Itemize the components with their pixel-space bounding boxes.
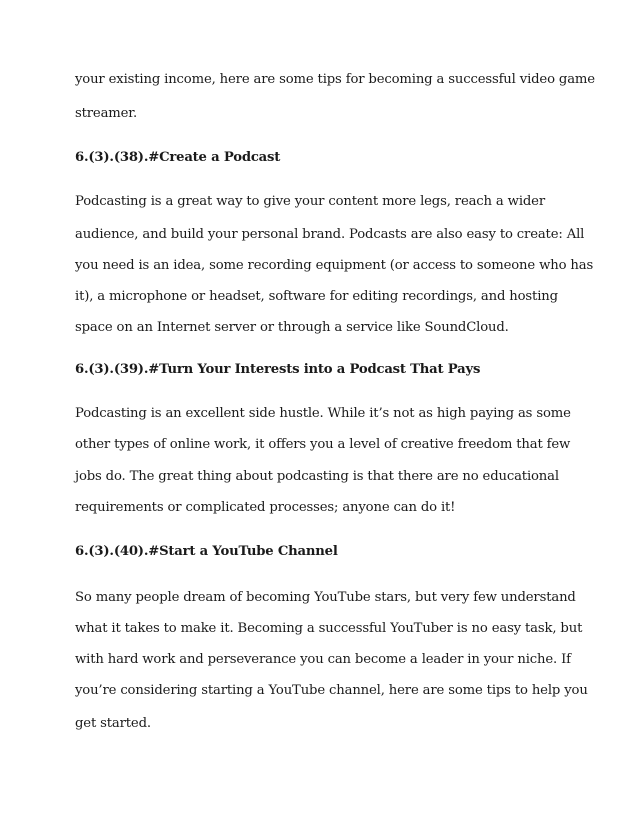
paragraph-line: other types of online work, it offers you a level of creative freedom that few — [75, 437, 571, 452]
intro-line-1: your existing income, here are some tips for becoming a successful video game — [75, 72, 595, 87]
paragraph-line: with hard work and perseverance you can become a leader in your niche. If — [75, 652, 571, 667]
paragraph-line: jobs do. The great thing about podcasting is that there are no educational — [75, 469, 559, 484]
paragraph-line: requirements or complicated processes; anyone can do it! — [75, 500, 456, 515]
section-heading-podcast-that-pays: 6.(3).(39).#Turn Your Interests into a Podcast That Pays — [75, 362, 481, 377]
paragraph-line: you’re considering starting a YouTube channel, here are some tips to help you — [75, 683, 588, 698]
paragraph-line: Podcasting is a great way to give your content more legs, reach a wider — [75, 194, 545, 209]
paragraph-line: you need is an idea, some recording equipment (or access to someone who has — [75, 258, 594, 273]
paragraph-line: get started. — [75, 716, 151, 731]
paragraph-line: So many people dream of becoming YouTube stars, but very few understand — [75, 590, 576, 605]
paragraph-line: Podcasting is an excellent side hustle. While it’s not as high paying as some — [75, 406, 571, 421]
intro-line-2: streamer. — [75, 106, 138, 121]
section-heading-create-podcast: 6.(3).(38).#Create a Podcast — [75, 150, 281, 165]
paragraph-line: it), a microphone or headset, software for editing recordings, and hosting — [75, 289, 558, 304]
paragraph-line: what it takes to make it. Becoming a successful YouTuber is no easy task, but — [75, 621, 583, 636]
paragraph-line: audience, and build your personal brand. Podcasts are also easy to create: All — [75, 227, 585, 242]
paragraph-line: space on an Internet server or through a service like SoundCloud. — [75, 320, 509, 335]
section-heading-youtube-channel: 6.(3).(40).#Start a YouTube Channel — [75, 544, 338, 559]
